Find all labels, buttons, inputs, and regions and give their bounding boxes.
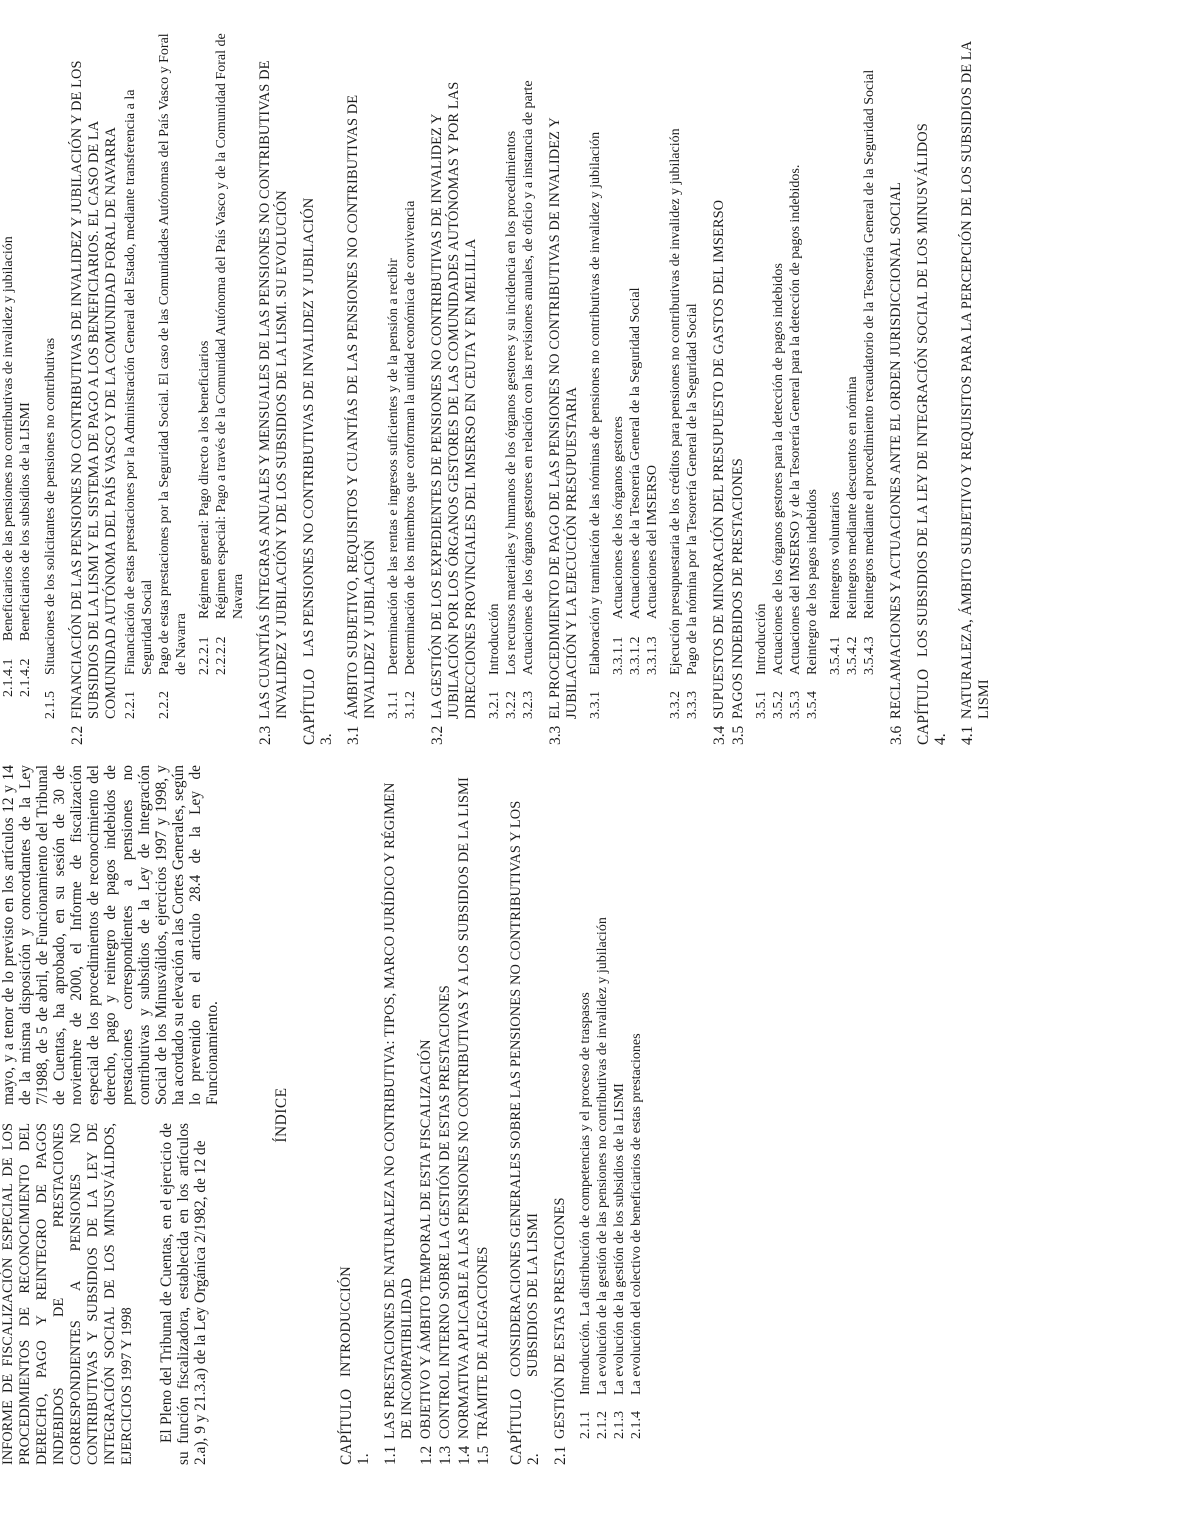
toc-chapter bbox=[301, 33, 335, 745]
intro-paragraph-part1: El Pleno del Tribunal de Cuentas, en el ejercicio de su función fiscalizadora, establecida en los artículos 2.a), 9 y 21.3.a) de la Ley Orgánica 2/1982, de 12 de bbox=[158, 1123, 209, 1465]
toc-label: Elaboración y tramitación de las nóminas de pensiones no contributivas de invalidez y jubilación bbox=[588, 131, 603, 675]
toc-number: 2.1.4.1 bbox=[1, 658, 16, 697]
toc-label: Beneficiarios de las pensiones no contributivas de invalidez y jubilación bbox=[1, 236, 16, 641]
toc-subsubentry bbox=[827, 33, 844, 675]
toc-number: 1.4 bbox=[456, 1445, 473, 1465]
toc-entry bbox=[69, 33, 120, 745]
toc-entry bbox=[257, 33, 291, 745]
toc-label: PAGOS INDEBIDOS DE PRESTACIONES bbox=[730, 458, 746, 719]
toc-label: Régimen especial: Pago a través de la Comunidad Autónoma del País Vasco y de la Comunidad Foral de Navarra bbox=[214, 33, 246, 619]
toc-subsubentry bbox=[844, 33, 861, 675]
toc-subentry bbox=[503, 33, 520, 719]
toc-label: RECLAMACIONES Y ACTUACIONES ANTE EL ORDEN JURISDICCIONAL SOCIAL bbox=[888, 181, 904, 719]
toc-subentry bbox=[684, 33, 701, 719]
left-half bbox=[0, 765, 645, 1465]
toc-number: 4.1 bbox=[959, 725, 976, 745]
toc-subsubentry bbox=[196, 33, 213, 675]
toc-label: LAS PRESTACIONES DE NATURALEZA NO CONTRIBUTIVA: TIPOS, MARCO JURÍDICO Y RÉGIMEN DE INCOMPATIBILIDAD bbox=[382, 782, 415, 1439]
toc-subentry bbox=[628, 765, 645, 1439]
toc-entry bbox=[547, 33, 581, 745]
toc-subentry bbox=[787, 33, 804, 719]
toc-subentry bbox=[402, 33, 419, 719]
toc-number: 3.1 bbox=[345, 725, 362, 745]
toc-subsubentry bbox=[861, 33, 878, 675]
toc-number: CAPÍTULO 3. bbox=[301, 668, 335, 745]
toc-label: La evolución de la gestión de los subsidios de la LISMI bbox=[612, 1083, 627, 1395]
index-heading: ÍNDICE bbox=[273, 1087, 290, 1143]
intro-paragraph-part2: mayo, y a tenor de lo previsto en los artículos 12 y 14 de la misma disposición y concordantes de la Ley 7/1988, de 5 de abril, de Funcionamiento del Tribunal de Cuentas, ha aprobado, en su sesión de 30 de noviembre de 2000, el Informe de fiscalización especial de los procedimientos de reconocimiento del derecho, pago y reintegro de pagos indebidos de prestaciones correspondientes a pensiones no contributivas y subsidios de la Ley de Integración Social de los Minusválidos, ejercicios 1997 y 1998, y ha acordado su elevación a las Cortes Generales, según lo prevenido en el artículo 28.4 de la Ley de Funcionamiento. bbox=[0, 765, 221, 1105]
toc-number: 2.1.2 bbox=[595, 1411, 610, 1439]
toc-label: ÁMBITO SUBJETIVO, REQUISITOS Y CUANTÍAS DE LAS PENSIONES NO CONTRIBUTIVAS DE INVALIDEZ Y JUBILACIÓN bbox=[345, 94, 378, 719]
toc-number: 2.2.1 bbox=[123, 691, 138, 719]
toc-number: CAPÍTULO 4. bbox=[915, 668, 949, 745]
toc-label: Los recursos materiales y humanos de los órganos gestores y su incidencia en los procedimientos bbox=[504, 130, 519, 675]
toc-number: 3.3.1.1 bbox=[611, 636, 626, 675]
intro-left-column bbox=[0, 1123, 221, 1465]
toc-number: 3.5.4 bbox=[805, 691, 820, 719]
toc-label: Introducción bbox=[754, 603, 769, 675]
toc-label: Determinación de los miembros que conforman la unidad económica de convivencia bbox=[403, 200, 418, 675]
toc-label: Actuaciones de los órganos gestores bbox=[611, 416, 626, 619]
toc-number: 1.3 bbox=[437, 1445, 454, 1465]
toc-subsubentry bbox=[0, 33, 17, 697]
toc-number: 2.2.2.1 bbox=[197, 636, 212, 675]
toc-number: 3.4 bbox=[711, 725, 728, 745]
toc-entry bbox=[418, 765, 435, 1465]
toc-label: NORMATIVA APLICABLE A LAS PENSIONES NO CONTRIBUTIVAS Y A LOS SUBSIDIOS DE LA LISMI bbox=[456, 777, 472, 1439]
toc-label: SUPUESTOS DE MINORACIÓN DEL PRESUPUESTO DE GASTOS DEL IMSERSO bbox=[711, 199, 727, 719]
toc-number: 2.1 bbox=[552, 1445, 569, 1465]
toc-subentry bbox=[122, 33, 156, 719]
toc-entry bbox=[437, 765, 454, 1465]
toc-entry bbox=[552, 765, 569, 1465]
toc-number: CAPÍTULO 2. bbox=[508, 1388, 542, 1465]
toc-label: Introducción. La distribución de competencias y el proceso de traspasos bbox=[578, 992, 593, 1395]
toc-label: LAS CUANTÍAS ÍNTEGRAS ANUALES Y MENSUALES DE LAS PENSIONES NO CONTRIBUTIVAS DE INVALIDEZ Y JUBILACIÓN Y DE LOS SUBSIDIOS DE LA LISMI. SU EVOLUCIÓN bbox=[257, 60, 290, 719]
right-half bbox=[0, 33, 993, 745]
toc-label: Actuaciones de los órganos gestores para la detección de pagos indebidos bbox=[771, 263, 786, 675]
toc-subentry bbox=[753, 33, 770, 719]
toc-number: 1.2 bbox=[418, 1445, 435, 1465]
toc-list-1 bbox=[338, 765, 645, 1465]
toc-entry bbox=[475, 765, 492, 1465]
toc-label: Ejecución presupuestaria de los créditos para pensiones no contributivas de invalidez y jubilación bbox=[668, 128, 683, 675]
toc-entry bbox=[711, 33, 728, 745]
toc-label: La evolución del colectivo de beneficiarios de estas prestaciones bbox=[629, 1033, 644, 1395]
toc-label: OBJETIVO Y ÁMBITO TEMPORAL DE ESTA FISCALIZACIÓN bbox=[418, 1039, 434, 1439]
toc-label: Actuaciones del IMSERSO y de la Tesorería General para la detección de pagos indebidos. bbox=[788, 164, 803, 675]
toc-entry bbox=[456, 765, 473, 1465]
toc-number: 3.2 bbox=[429, 725, 446, 745]
toc-entry bbox=[382, 765, 416, 1465]
toc-label: Pago de la nómina por la Tesorería General de la Seguridad Social bbox=[685, 303, 700, 675]
toc-entry bbox=[429, 33, 480, 745]
toc-subentry bbox=[486, 33, 503, 719]
toc-label: Pago de estas prestaciones por la Seguridad Social. El caso de las Comunidades Autónomas del País Vasco y Foral de Navarra bbox=[157, 33, 189, 675]
toc-number: 3.3.1 bbox=[588, 691, 603, 719]
toc-label: Reintegros mediante descuentos en nómina bbox=[845, 376, 860, 619]
toc-subsubentry bbox=[610, 33, 627, 675]
toc-number: 3.1.2 bbox=[403, 691, 418, 719]
toc-number: 3.5.2 bbox=[771, 691, 786, 719]
toc-subentry bbox=[156, 33, 190, 719]
toc-subentry bbox=[587, 33, 604, 719]
toc-number: 2.2.2 bbox=[157, 691, 172, 719]
toc-label: FINANCIACIÓN DE LAS PENSIONES NO CONTRIBUTIVAS DE INVALIDEZ Y JUBILACIÓN Y DE LOS SUBSIDIOS DE LA LISMI Y EL SISTEMA DE PAGO A LOS BENEFICIARIOS. EL CASO DE LA COMUNIDAD AUTÓNOMA DEL PAÍS VASCO Y DE LA COMUNIDAD FORAL DE NAVARRA bbox=[69, 60, 119, 719]
toc-label: Determinación de las rentas e ingresos suficientes y de la pensión a recibir bbox=[386, 258, 401, 675]
toc-number: 3.5.3 bbox=[788, 691, 803, 719]
toc-subentry bbox=[385, 33, 402, 719]
toc-label: Introducción bbox=[487, 603, 502, 675]
toc-label: CONTROL INTERNO SOBRE LA GESTIÓN DE ESTAS PRESTACIONES bbox=[437, 985, 453, 1439]
toc-chapter bbox=[508, 765, 542, 1465]
toc-label: Reintegros voluntarios bbox=[828, 491, 843, 619]
toc-label: LA GESTIÓN DE LOS EXPEDIENTES DE PENSIONES NO CONTRIBUTIVAS DE INVALIDEZ Y JUBILACIÓN POR LOS ÓRGANOS GESTORES DE LAS COMUNIDADES AUTÓNOMAS Y POR LAS DIRECCIONES PROVINCIALES DEL IMSERSO EN CEUTA Y EN MELILLA bbox=[429, 81, 479, 719]
toc-number: 3.5.4.3 bbox=[862, 636, 877, 675]
toc-number: 3.3.1.3 bbox=[645, 636, 660, 675]
toc-number: 3.3.3 bbox=[685, 691, 700, 719]
toc-number: 3.3 bbox=[547, 725, 564, 745]
toc-number: 3.2.3 bbox=[521, 691, 536, 719]
toc-label: INTRODUCCIÓN bbox=[338, 1266, 354, 1377]
toc-number: 3.3.2 bbox=[668, 691, 683, 719]
toc-label: Reintegros mediante el procedimiento recaudatorio de la Tesorería General de la Seguridad Social bbox=[862, 69, 877, 619]
toc-label: Reintegro de los pagos indebidos bbox=[805, 489, 820, 675]
toc-label: NATURALEZA, ÁMBITO SUBJETIVO Y REQUISITOS PARA LA PERCEPCIÓN DE LOS SUBSIDIOS DE LA LISMI bbox=[959, 41, 992, 719]
toc-subentry bbox=[611, 765, 628, 1439]
toc-subsubentry bbox=[17, 33, 34, 697]
toc-subentry bbox=[667, 33, 684, 719]
toc-number: 3.2.1 bbox=[487, 691, 502, 719]
toc-number: 3.5.4.2 bbox=[845, 636, 860, 675]
toc-number: 1.5 bbox=[475, 1445, 492, 1465]
toc-number: 1.1 bbox=[382, 1445, 399, 1465]
toc-number: 3.5.1 bbox=[754, 691, 769, 719]
toc-label: Régimen general: Pago directo a los beneficiarios bbox=[197, 340, 212, 619]
report-title: INFORME DE FISCALIZACIÓN ESPECIAL DE LOS PROCEDIMIENTOS DE RECONOCIMIENTO DEL DERECHO, PAGO Y REINTEGRO DE PAGOS INDEBIDOS DE PRESTACIONES CORRESPONDIENTES A PENSIONES NO CONTRIBUTIVAS Y SUBSIDIOS DE LA LEY DE INTEGRACIÓN SOCIAL DE LOS MINUSVÁLIDOS, EJERCICIOS 1997 Y 1998 bbox=[0, 1123, 135, 1465]
toc-subentry bbox=[520, 33, 537, 719]
toc-label: La evolución de la gestión de las pensiones no contributivas de invalidez y jubilación bbox=[595, 917, 610, 1395]
toc-number: 2.1.4.2 bbox=[18, 658, 33, 697]
toc-entry bbox=[345, 33, 379, 745]
toc-chapter bbox=[338, 765, 372, 1465]
toc-number: 3.5 bbox=[730, 725, 747, 745]
toc-number: 3.2.2 bbox=[504, 691, 519, 719]
toc-number: CAPÍTULO 1. bbox=[338, 1388, 372, 1465]
toc-subsubentry bbox=[644, 33, 661, 675]
toc-number: 3.3.1.2 bbox=[628, 636, 643, 675]
toc-label: TRÁMITE DE ALEGACIONES bbox=[475, 1246, 491, 1439]
toc-subentry bbox=[594, 765, 611, 1439]
toc-subentry bbox=[577, 765, 594, 1439]
toc-number: 2.1.1 bbox=[578, 1411, 593, 1439]
toc-subentry bbox=[804, 33, 821, 719]
toc-number: 2.1.4 bbox=[629, 1411, 644, 1439]
toc-label: Beneficiarios de los subsidios de la LISMI bbox=[18, 402, 33, 641]
intro-block bbox=[0, 765, 221, 1465]
toc-subsubentry bbox=[627, 33, 644, 675]
toc-label: LAS PENSIONES NO CONTRIBUTIVAS DE INVALIDEZ Y JUBILACIÓN bbox=[301, 197, 317, 657]
toc-chapter bbox=[915, 33, 949, 745]
toc-label: Financiación de estas prestaciones por la Administración General del Estado, mediante transferencia a la Seguridad Social bbox=[123, 89, 155, 675]
intro-right-column bbox=[0, 765, 221, 1105]
toc-label: Actuaciones del IMSERSO bbox=[645, 465, 660, 619]
toc-label: Actuaciones de los órganos gestores en relación con las revisiones anuales, de oficio y a instancia de parte bbox=[521, 80, 536, 675]
toc-label: EL PROCEDIMIENTO DE PAGO DE LAS PENSIONES NO CONTRIBUTIVAS DE INVALIDEZ Y JUBILACIÓN Y LA EJECUCIÓN PRESUPUESTARIA bbox=[547, 117, 580, 719]
toc-number: 2.3 bbox=[257, 725, 274, 745]
toc-entry bbox=[959, 33, 993, 745]
toc-label: CONSIDERACIONES GENERALES SOBRE LAS PENSIONES NO CONTRIBUTIVAS Y LOS SUBSIDIOS DE LA LISMI bbox=[508, 800, 541, 1377]
toc-number: 2.2.2.2 bbox=[214, 636, 229, 675]
toc-label: Situaciones de los solicitantes de pensiones no contributivas bbox=[43, 337, 58, 675]
toc-subsubentry bbox=[213, 33, 247, 675]
toc-number: 3.1.1 bbox=[386, 691, 401, 719]
toc-subentry bbox=[770, 33, 787, 719]
toc-number: 2.2 bbox=[69, 725, 86, 745]
toc-number: 3.6 bbox=[888, 725, 905, 745]
toc-number: 2.1.5 bbox=[43, 691, 58, 719]
toc-subentry bbox=[42, 33, 59, 719]
toc-entry bbox=[888, 33, 905, 745]
toc-label: Actuaciones de la Tesorería General de la Seguridad Social bbox=[628, 287, 643, 619]
toc-number: 2.1.3 bbox=[612, 1411, 627, 1439]
toc-label: GESTIÓN DE ESTAS PRESTACIONES bbox=[552, 1197, 568, 1439]
toc-label: LOS SUBSIDIOS DE LA LEY DE INTEGRACIÓN SOCIAL DE LOS MINUSVÁLIDOS bbox=[915, 123, 931, 657]
toc-number: 3.5.4.1 bbox=[828, 636, 843, 675]
toc-entry bbox=[730, 33, 747, 745]
